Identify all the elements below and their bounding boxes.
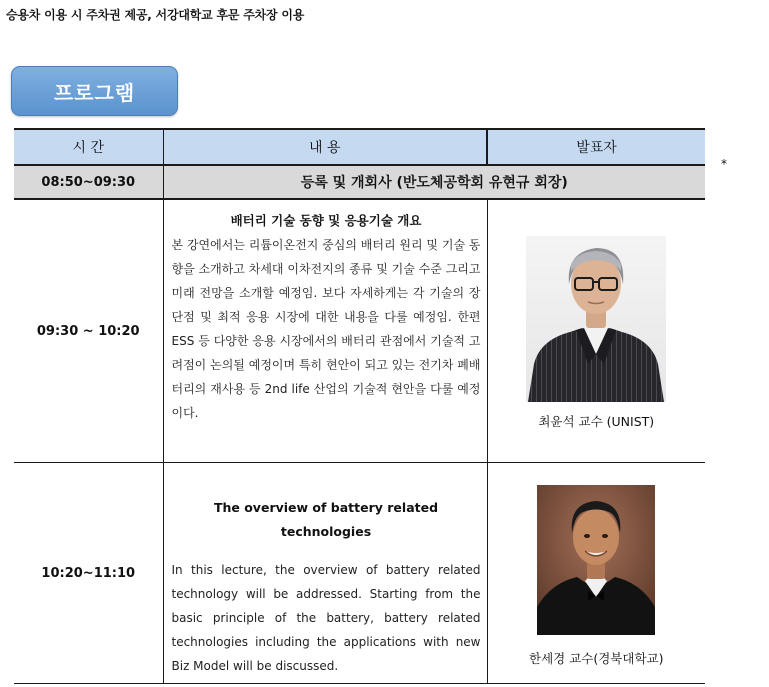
parking-notice: 승용차 이용 시 주차권 제공, 서강대학교 후문 주차장 이용: [6, 8, 305, 22]
speaker-photo: [526, 236, 666, 402]
session-row: [14, 463, 705, 684]
speaker-cell: [487, 463, 705, 684]
session-time: 10:20~11:10: [14, 463, 163, 684]
registration-content: 등록 및 개회사 (반도체공학회 유현규 회장): [163, 165, 705, 199]
speaker-cell: [487, 199, 705, 463]
speaker-name: 최윤석 교수 (UNIST): [538, 413, 655, 429]
speaker-name: 한세경 교수(경북대학교): [529, 650, 664, 666]
talk-abstract: In this lecture, the overview of battery related technology will be addressed. Starting from the basic principle of the battery, battery related technologies including the applications with new Biz Model will be discussed.: [171, 563, 481, 673]
header-speaker: 발표자: [487, 129, 705, 165]
footnote-asterisk: *: [721, 157, 727, 171]
program-badge: 프로그램: [11, 66, 178, 116]
session-time: 09:30 ~ 10:20: [14, 199, 163, 463]
session-row: [14, 199, 705, 463]
talk-abstract: 본 강연에서는 리튬이온전지 중심의 배터리 원리 및 기술 동향을 소개하고 차세대 이차전지의 종류 및 기술 수준 그리고 미래 전망을 소개할 예정임. 보다 자세하게는 각 기술의 장단점 및 최적 응용 시장에 대한 내용을 다룰 예정임. 한편 ESS 등 다양한 응용 시장에서의 배터리 관점에서 기술적 고려점이 논의될 예정이며 특히 현안이 되고 있는 전기차 폐배터리의 재사용 등 2nd life 산업의 기술적 현안을 다룰 예정이다.: [171, 238, 481, 420]
header-content: 내 용: [163, 129, 487, 165]
speaker-photo: [537, 485, 655, 635]
registration-time: 08:50~09:30: [14, 165, 163, 199]
session-content: [163, 199, 487, 463]
session-content: [163, 463, 487, 684]
talk-title: The overview of battery related technologies: [213, 500, 439, 539]
table-header-row: [14, 129, 705, 165]
header-time: 시 간: [14, 129, 163, 165]
schedule-table: [14, 128, 705, 684]
talk-title: 배터리 기술 동향 및 응용기술 개요: [230, 213, 422, 228]
registration-row: [14, 165, 705, 199]
